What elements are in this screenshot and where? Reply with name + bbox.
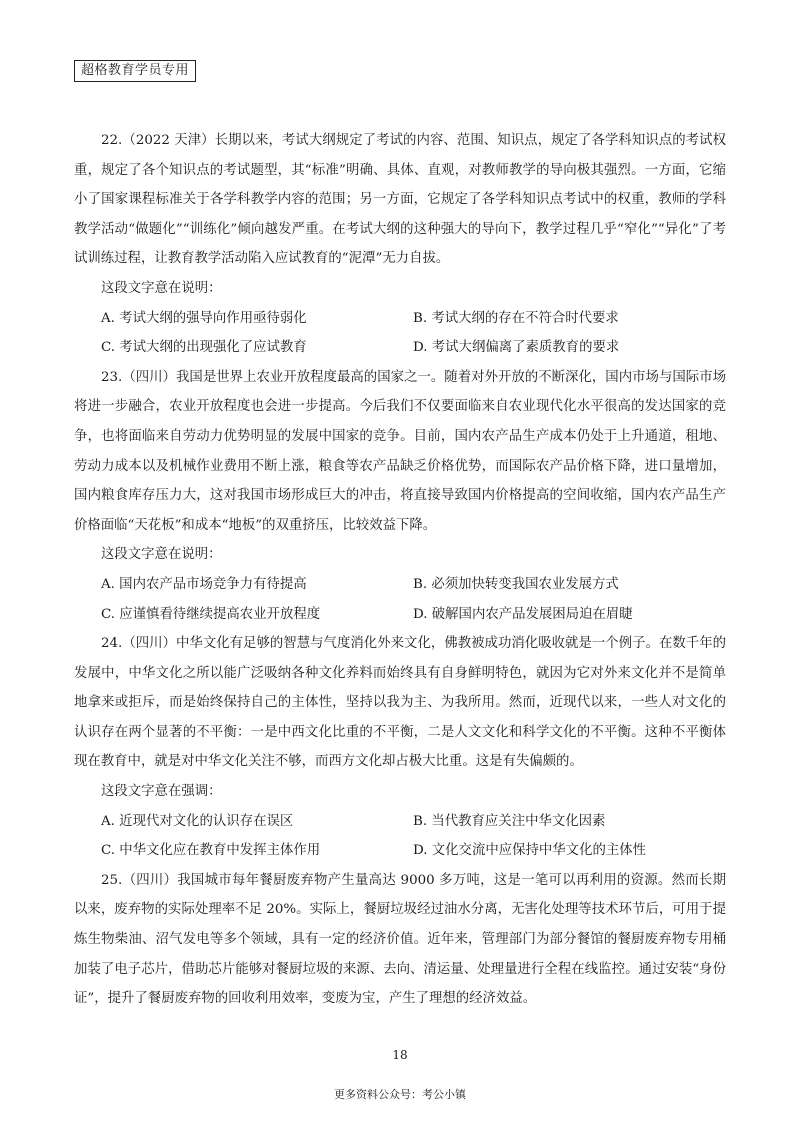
question-content (74, 126, 726, 1014)
question-24-options (74, 807, 726, 866)
question-23-prompt: 这段文字意在说明： (101, 547, 222, 563)
question-23-passage: 23.（四川）我国是世界上农业开放程度最高的国家之一。随着对外开放的不断深化，国内市场与国际市场将进一步融合，农业开放程度也会进一步提高。今后我们不仅要面临来自农业现代化水平很高的发达国家的竞争，也将面临来自劳动力优势明显的发展中国家的竞争。目前，国内农产品生产成本仍处于上升通道，租地、劳动力成本以及机械作业费用不断上涨，粮食等农产品缺乏价格优势，而国际农产品价格下降，进口量增加，国内粮食库存压力大，这对我国市场形成巨大的冲击，将直接导致国内价格提高的空间收缩，国内农产品生产价格面临“天花板”和成本“地板”的双重挤压，比较效益下降。 (74, 369, 726, 533)
question-22-passage: 22.（2022 天津）长期以来，考试大纲规定了考试的内容、范围、知识点，规定了各学科知识点的考试权重，规定了各个知识点的考试题型，其“标准”明确、具体、直观，对教师教学的导向极其强烈。一方面，它缩小了国家课程标准关于各学科教学内容的范围；另一方面，它规定了各学科知识点考试中的权重，教师的学科教学活动“做题化”“训练化”倾向越发严重。在考试大纲的这种强大的导向下，教学过程几乎“窄化”“异化”了考试训练过程，让教育教学活动陷入应试教育的“泥潭”无力自拔。 (74, 133, 726, 267)
question-22-option-c[interactable]: C. 考试大纲的出现强化了应试教育 (101, 340, 307, 356)
question-24-prompt: 这段文字意在强调： (101, 784, 222, 800)
question-23-options (74, 570, 726, 629)
question-24-option-d[interactable]: D. 文化交流中应保持中华文化的主体性 (413, 843, 647, 859)
question-24-option-b[interactable]: B. 当代教育应关注中华文化因素 (413, 813, 606, 829)
question-23-option-a[interactable]: A. 国内农产品市场竞争力有待提高 (101, 576, 307, 592)
question-22-option-b[interactable]: B. 考试大纲的存在不符合时代要求 (413, 310, 619, 326)
question-22-prompt: 这段文字意在说明： (101, 280, 222, 296)
question-23-option-b[interactable]: B. 必须加快转变我国农业发展方式 (413, 576, 619, 592)
footer-text: 更多资料公众号：考公小镇 (334, 1088, 466, 1101)
page-number: 18 (392, 1048, 408, 1062)
question-22-option-a[interactable]: A. 考试大纲的强导向作用亟待弱化 (101, 310, 307, 326)
question-24-option-c[interactable]: C. 中华文化应在教育中发挥主体作用 (101, 843, 321, 859)
question-23-option-c[interactable]: C. 应谨慎看待继续提高农业开放程度 (101, 606, 321, 622)
question-24-option-a[interactable]: A. 近现代对文化的认识存在误区 (101, 813, 294, 829)
header-label: 超格教育学员专用 (74, 60, 196, 82)
question-22-options (74, 304, 726, 363)
question-22-option-d[interactable]: D. 考试大纲偏离了素质教育的要求 (413, 340, 620, 356)
question-24-passage: 24.（四川）中华文化有足够的智慧与气度消化外来文化，佛教被成功消化吸收就是一个例子。在数千年的发展中，中华文化之所以能广泛吸纳各种文化养料而始终具有自身鲜明特色，就因为它对外来文化并不是简单地拿来或拒斥，而是始终保持自己的主体性，坚持以我为主、为我所用。然而，近现代以来，一些人对文化的认识存在两个显著的不平衡：一是中西文化比重的不平衡，二是人文文化和科学文化的不平衡。这种不平衡体现在教育中，就是对中华文化关注不够，而西方文化却占极大比重。这是有失偏颇的。 (74, 636, 726, 770)
question-23-option-d[interactable]: D. 破解国内农产品发展困局迫在眉睫 (413, 606, 633, 622)
question-25-passage: 25.（四川）我国城市每年餐厨废弃物产生量高达 9000 多万吨，这是一笔可以再利用的资源。然而长期以来，废弃物的实际处理率不足 20%。实际上，餐厨垃圾经过油水分离，无害化处理等技术环节后，可用于提炼生物柴油、沼气发电等多个领域，具有一定的经济价值。近年来，管理部门为部分餐馆的餐厨废弃物专用桶加装了电子芯片，借助芯片能够对餐厨垃圾的来源、去向、清运量、处理量进行全程在线监控。通过安装“身份证”，提升了餐厨废弃物的回收利用效率，变废为宝，产生了理想的经济效益。 (74, 872, 726, 1007)
